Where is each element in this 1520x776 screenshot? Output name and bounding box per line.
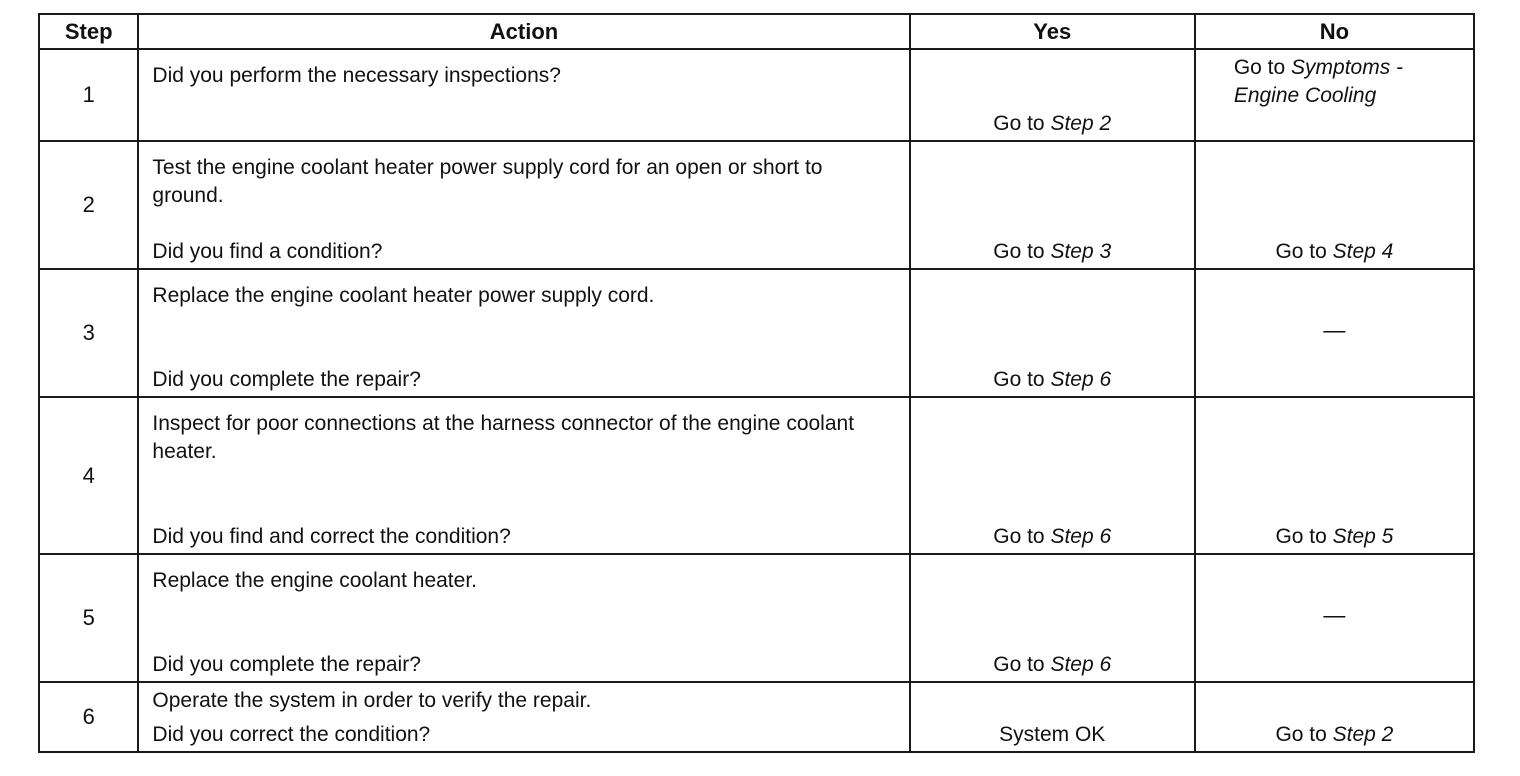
yes-result: Go to Step 6	[993, 368, 1112, 391]
yes-result: Go to Step 3	[993, 240, 1112, 263]
yes-cell	[910, 141, 1195, 269]
action-cell	[138, 554, 909, 682]
yes-result: Go to Step 6	[993, 653, 1112, 676]
action-cell	[138, 269, 909, 397]
yes-cell	[910, 554, 1195, 682]
action-cell	[138, 49, 909, 141]
header-step: Step	[39, 14, 138, 49]
yes-cell	[910, 682, 1195, 752]
table-row	[39, 269, 1474, 397]
step-number: 6	[39, 682, 138, 752]
action-question: Did you find a condition?	[152, 240, 383, 263]
action-cell	[138, 682, 909, 752]
step-number: 4	[39, 397, 138, 554]
yes-cell	[910, 49, 1195, 141]
yes-result: Go to Step 2	[993, 112, 1112, 135]
action-question: Did you find and correct the condition?	[152, 525, 511, 548]
no-cell	[1195, 141, 1474, 269]
no-result: Go to Step 2	[1275, 723, 1394, 746]
yes-cell	[910, 269, 1195, 397]
diagnostic-table	[38, 13, 1475, 753]
action-question: Did you complete the repair?	[152, 368, 421, 391]
yes-result: System OK	[999, 723, 1106, 746]
no-result-dash: —	[1323, 317, 1346, 343]
table-row	[39, 49, 1474, 141]
no-cell	[1195, 269, 1474, 397]
action-text: Inspect for poor connections at the harness connector of the engine coolant heater.	[152, 412, 855, 463]
action-question: Did you correct the condition?	[152, 723, 431, 746]
header-action: Action	[138, 14, 909, 49]
table-row	[39, 682, 1474, 752]
step-number: 3	[39, 269, 138, 397]
step-number: 5	[39, 554, 138, 682]
no-cell	[1195, 554, 1474, 682]
yes-cell	[910, 397, 1195, 554]
no-cell	[1195, 397, 1474, 554]
header-no: No	[1195, 14, 1474, 49]
action-cell	[138, 397, 909, 554]
table-row	[39, 554, 1474, 682]
step-number: 1	[39, 49, 138, 141]
table-row	[39, 397, 1474, 554]
no-result: Go to Step 4	[1275, 240, 1394, 263]
action-question: Did you complete the repair?	[152, 653, 421, 676]
action-text: Test the engine coolant heater power supply cord for an open or short to ground.	[152, 156, 823, 207]
header-yes: Yes	[910, 14, 1195, 49]
no-result: Go to Step 5	[1275, 525, 1394, 548]
action-text: Did you perform the necessary inspections?	[152, 64, 561, 87]
no-result-dash: —	[1323, 602, 1346, 628]
action-cell	[138, 141, 909, 269]
no-result: Go to Symptoms - Engine Cooling	[1233, 56, 1404, 107]
yes-result: Go to Step 6	[993, 525, 1112, 548]
action-text: Operate the system in order to verify the repair.	[152, 689, 592, 712]
no-cell	[1195, 49, 1474, 141]
step-number: 2	[39, 141, 138, 269]
header-row	[39, 14, 1474, 49]
action-text: Replace the engine coolant heater power supply cord.	[152, 284, 655, 307]
no-cell	[1195, 682, 1474, 752]
table-row	[39, 141, 1474, 269]
action-text: Replace the engine coolant heater.	[152, 569, 477, 592]
